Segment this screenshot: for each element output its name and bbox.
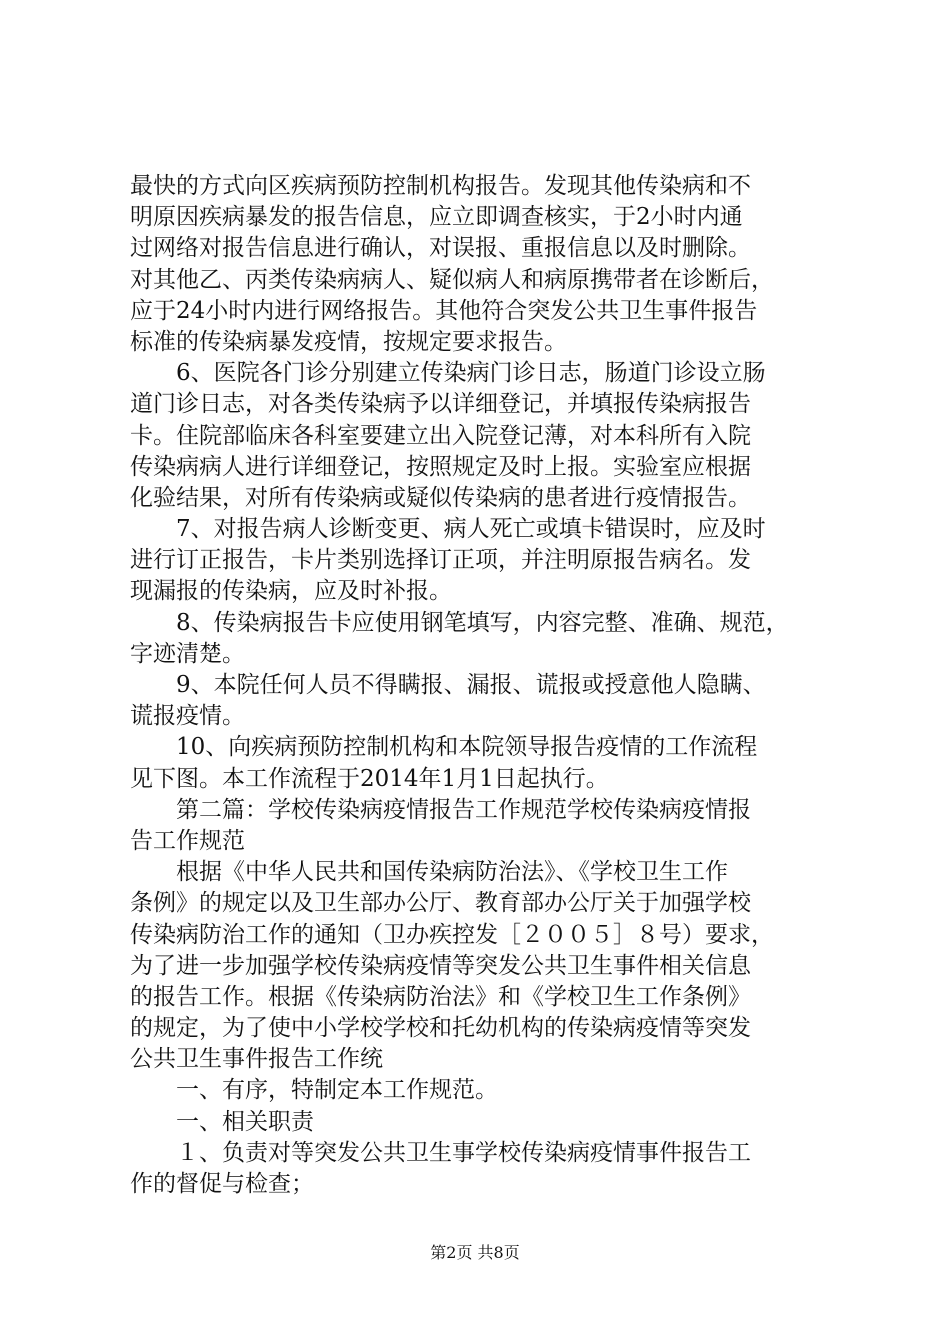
text-line: 进行订正报告，卡片类别选择订正项，并注明原报告病名。发	[130, 547, 751, 574]
paragraph-first-line: 6、医院各门诊分别建立传染病门诊日志，肠道门诊设立肠	[176, 360, 766, 387]
paragraph-first-line: 8、传染病报告卡应使用钢笔填写，内容完整、准确、规范，	[176, 609, 789, 636]
text-line: 现漏报的传染病，应及时补报。	[130, 578, 452, 605]
paragraph-first-line: 一、有序，特制定本工作规范。	[176, 1077, 498, 1104]
text-line: 应于24小时内进行网络报告。其他符合突发公共卫生事件报告	[130, 297, 758, 324]
text-line: 的规定，为了使中小学校学校和托幼机构的传染病疫情等突发	[130, 1015, 751, 1042]
paragraph-first-line: 9、本院任何人员不得瞒报、漏报、谎报或授意他人隐瞒、	[176, 672, 766, 698]
text-line: 化验结果，对所有传染病或疑似传染病的患者进行疫情报告。	[130, 484, 751, 511]
text-line: 传染病防治工作的通知（卫办疾控发［２００５］８号）要求，	[130, 921, 774, 948]
text-line: 最快的方式向区疾病预防控制机构报告。发现其他传染病和不	[130, 173, 751, 199]
text-line: 谎报疫情。	[130, 703, 245, 730]
section-heading-line: 第二篇：学校传染病疫情报告工作规范学校传染病疫情报	[176, 796, 751, 823]
text-line: 传染病病人进行详细登记，按照规定及时上报。实验室应根据	[130, 453, 751, 480]
text-line: 卡。住院部临床各科室要建立出入院登记薄，对本科所有入院	[130, 422, 751, 449]
text-line: 道门诊日志，对各类传染病予以详细登记，并填报传染病报告	[130, 391, 751, 418]
section-heading-line: 告工作规范	[130, 827, 245, 854]
text-line: 明原因疾病暴发的报告信息，应立即调查核实，于2小时内通	[130, 204, 743, 231]
paragraph-first-line: 根据《中华人民共和国传染病防治法》、《学校卫生工作	[176, 859, 728, 886]
text-line: 过网络对报告信息进行确认，对误报、重报信息以及时删除。	[130, 235, 751, 262]
text-line: 公共卫生事件报告工作统	[130, 1046, 383, 1073]
text-line: 为了进一步加强学校传染病疫情等突发公共卫生事件相关信息	[130, 952, 751, 979]
paragraph-first-line: 10、向疾病预防控制机构和本院领导报告疫情的工作流程	[176, 734, 758, 761]
text-line: 见下图。本工作流程于2014年1月1日起执行。	[130, 765, 609, 792]
text-line: 对其他乙、丙类传染病病人、疑似病人和病原携带者在诊断后，	[130, 266, 774, 293]
text-line: 条例》的规定以及卫生部办公厅、教育部办公厅关于加强学校	[130, 890, 751, 917]
text-line: 的报告工作。根据《传染病防治法》和《学校卫生工作条例》	[130, 983, 751, 1010]
paragraph-first-line: 7、对报告病人诊断变更、病人死亡或填卡错误时，应及时	[176, 516, 766, 543]
text-line: 作的督促与检查；	[130, 1171, 314, 1197]
text-line: 标准的传染病暴发疫情，按规定要求报告。	[130, 328, 567, 355]
page-number-footer: 第2页 共8页	[430, 1243, 520, 1262]
subheading-line: 一、相关职责	[176, 1108, 314, 1135]
paragraph-first-line: １、负责对等突发公共卫生事学校传染病疫情事件报告工	[176, 1139, 751, 1166]
document-body	[130, 171, 830, 1200]
text-line: 字迹清楚。	[130, 640, 245, 667]
